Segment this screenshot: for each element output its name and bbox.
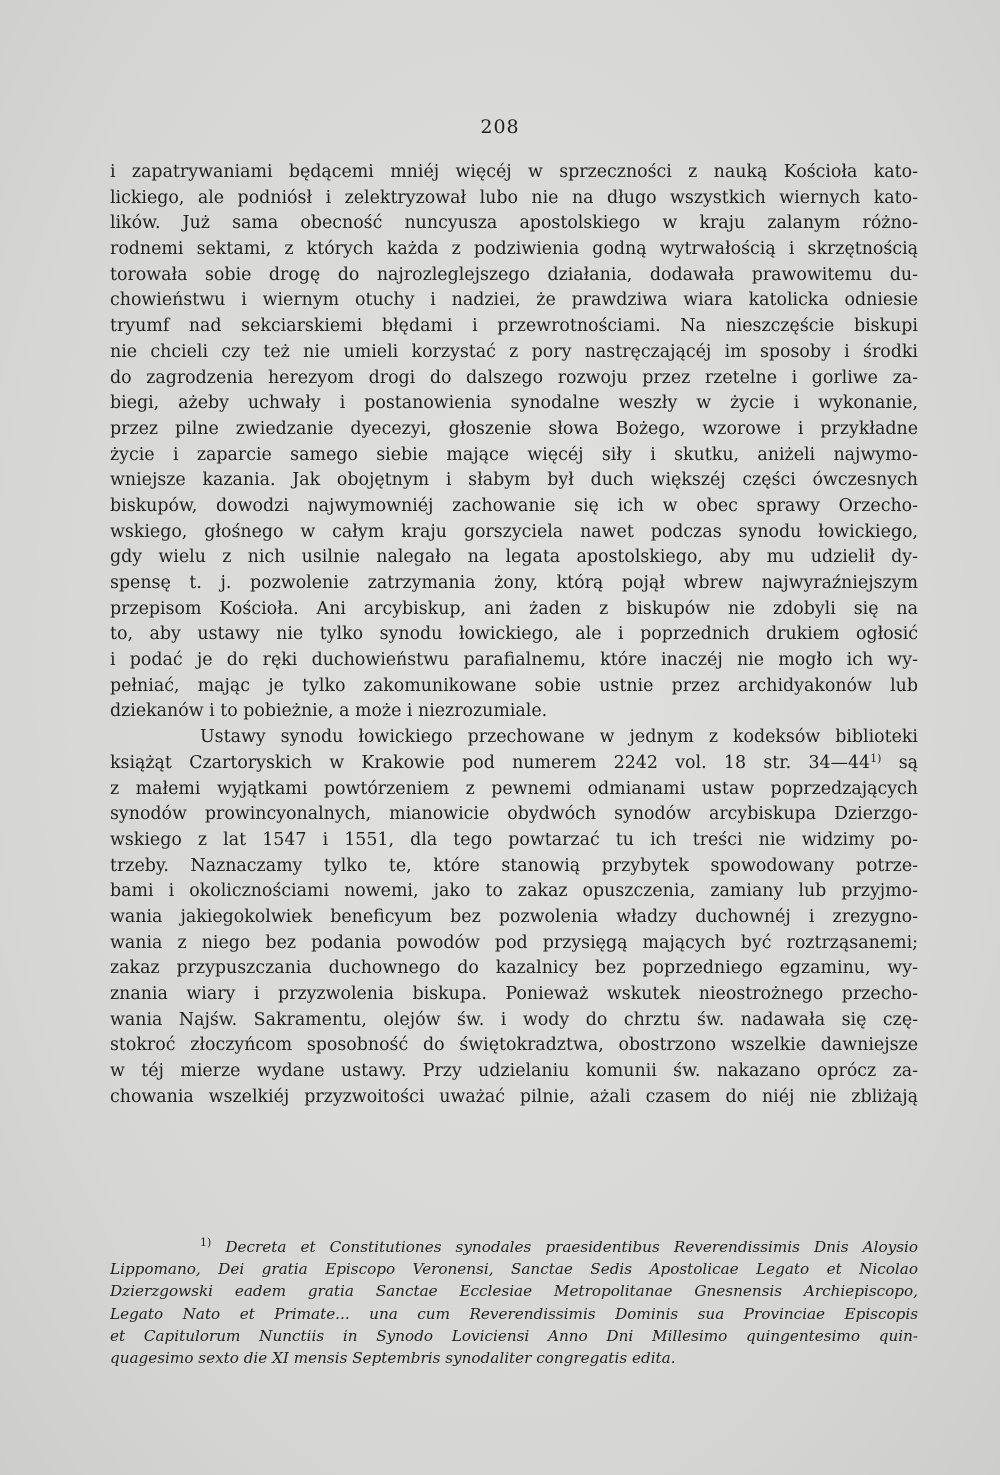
body-line: i zapatrywaniami będącemi mniéj więcéj w sprzeczności z nauką Kościoła kato-	[110, 162, 918, 182]
footnote-line	[110, 1236, 918, 1258]
body-line: zakaz przypuszczania duchownego do kazalnicy bez poprzedniego egzaminu, wy-	[110, 958, 918, 979]
body-line: przepisom Kościoła. Ani arcybiskup, ani żaden z biskupów nie zdobyli się na	[110, 598, 918, 619]
body-text	[110, 160, 918, 1110]
body-line: lików. Już sama obecność nuncyusza apostolskiego w kraju zalanym różno-	[110, 213, 918, 234]
body-line: do zagrodzenia herezyom drogi do dalszego rozwoju przez rzetelne i gorliwe za-	[110, 367, 918, 388]
footnote-line: Dzierzgowski eadem gratia Sanctae Ecclesiae Metropolitanae Gnesnensis Archiepiscopo,	[110, 1282, 918, 1301]
body-line: rodnemi sektami, z których każda z podziwienia godną wytrwałością i skrzętnością	[110, 239, 918, 260]
body-line: gdy wielu z nich usilnie nalegało na legata apostolskiego, aby mu udzielił dy-	[110, 547, 918, 568]
body-line: życie i zaparcie samego siebie mające więcéj siły i skutku, aniżeli najwymo-	[110, 444, 918, 465]
body-line: spensę t. j. pozwolenie zatrzymania żony, którą pojął wbrew najwyraźniejszym	[110, 573, 918, 593]
body-line: wania jakiegokolwiek beneficyum bez pozwolenia władzy duchownéj i zrezygno-	[110, 906, 918, 927]
body-line: wania Najśw. Sakramentu, olejów św. i wody do chrztu św. nadawała się czę-	[110, 1009, 918, 1030]
body-line: biskupów, dowodzi najwymowniéj zachowanie się ich w obec sprawy Orzecho-	[110, 495, 918, 516]
body-line: Ustawy synodu łowickiego przechowane w jednym z kodeksów biblioteki	[200, 727, 918, 748]
body-line: chowania wszelkiéj przyzwoitości uważać pilnie, ażali czasem do niéj nie zbliżają	[110, 1086, 918, 1107]
body-line: wskiego z lat 1547 i 1551, dla tego powtarzać tu ich treści nie widzimy po-	[110, 829, 918, 850]
body-line: lickiego, ale podniósł i zelektryzował lubo nie na długo wszystkich wiernych kato-	[110, 187, 918, 208]
body-line: trzeby. Naznaczamy tylko te, które stanowią przybytek spowodowany potrze-	[110, 855, 918, 876]
body-line-with-footnote-ref	[110, 751, 918, 777]
body-line: dziekanów i to pobieżnie, a może i niezrozumiale.	[110, 701, 548, 722]
body-line: to, aby ustawy nie tylko synodu łowickiego, ale i poprzednich drukiem ogłosić	[110, 624, 918, 645]
footnote-line: Lippomano, Dei gratia Episcopo Veronensi, Sanctae Sedis Apostolicae Legato et Nicolao	[110, 1260, 918, 1279]
body-line: znania wiary i przyzwolenia biskupa. Ponieważ wskutek nieostrożnego przecho-	[110, 984, 918, 1004]
body-line: nie chcieli czy też nie umieli korzystać z pory nastręczającéj im sposoby i środki	[110, 341, 918, 362]
body-line: w téj mierze wydane ustawy. Przy udzielaniu komunii św. nakazano oprócz za-	[110, 1061, 918, 1082]
body-line: torowała sobie drogę do najrozleglejszego działania, dodawała prawowitemu du-	[110, 264, 918, 285]
body-line: wania z niego bez podania powodów pod przysięgą mających być roztrząsanemi;	[110, 932, 918, 953]
footnote-line: quagesimo sexto die XI mensis Septembris synodaliter congregatis edita.	[110, 1348, 676, 1367]
body-line-text: książąt Czartoryskich w Krakowie pod numerem 2242 vol. 18 str. 34—44	[110, 752, 871, 773]
body-line-tail: są	[881, 752, 918, 773]
body-line: biegi, ażeby uchwały i postanowienia synodalne weszły w życie i wykonanie,	[110, 393, 918, 414]
footnote-marker: 1)	[200, 1236, 212, 1249]
body-line: bami i okolicznościami nowemi, jako to zakaz opuszczenia, zamiany lub przyjmo-	[110, 881, 918, 902]
footnote-reference: 1)	[870, 751, 882, 765]
body-line: pełniać, mając je tylko zakomunikowane sobie ustnie przez archidyakonów lub	[110, 675, 918, 696]
page-number: 208	[480, 116, 520, 138]
body-line: chowieństwu i wiernym otuchy i nadziei, że prawdziwa wiara katolicka odniesie	[110, 290, 918, 311]
body-line: wskiego, głośnego w całym kraju gorszyciela nawet podczas synodu łowickiego,	[110, 521, 918, 542]
body-line: wniejsze kazania. Jak obojętnym i słabym był duch większéj części ówczesnych	[110, 470, 918, 491]
footnote-line: et Capitulorum Nunctiis in Synodo Loviciensi Anno Dni Millesimo quingentesimo quin-	[110, 1326, 918, 1345]
footnote-line-text: Decreta et Constitutiones synodales praesidentibus Reverendissimis Dnis Aloysio	[211, 1238, 918, 1256]
body-line: przez pilne zwiedzanie dyecezyi, głoszenie słowa Bożego, wzorowe i przykładne	[110, 418, 918, 439]
body-line: z małemi wyjątkami powtórzeniem z pewnemi odmianami ustaw poprzedzających	[110, 778, 918, 799]
body-line: i podać je do ręki duchowieństwu parafialnemu, które inaczéj nie mogło ich wy-	[110, 650, 918, 671]
footnote-line: Legato Nato et Primate... una cum Reverendissimis Dominis sua Provinciae Episcopis	[110, 1304, 918, 1323]
footnote	[110, 1236, 918, 1369]
body-line: tryumf nad sekciarskiemi błędami i przewrotnościami. Na nieszczęście biskupi	[110, 316, 918, 337]
body-line: synodów prowincyonalnych, mianowicie obydwóch synodów arcybiskupa Dzierzgo-	[110, 804, 918, 825]
body-line: stokroć złoczyńcom sposobność do świętokradztwa, obostrzono wszelkie dawniejsze	[110, 1035, 918, 1056]
